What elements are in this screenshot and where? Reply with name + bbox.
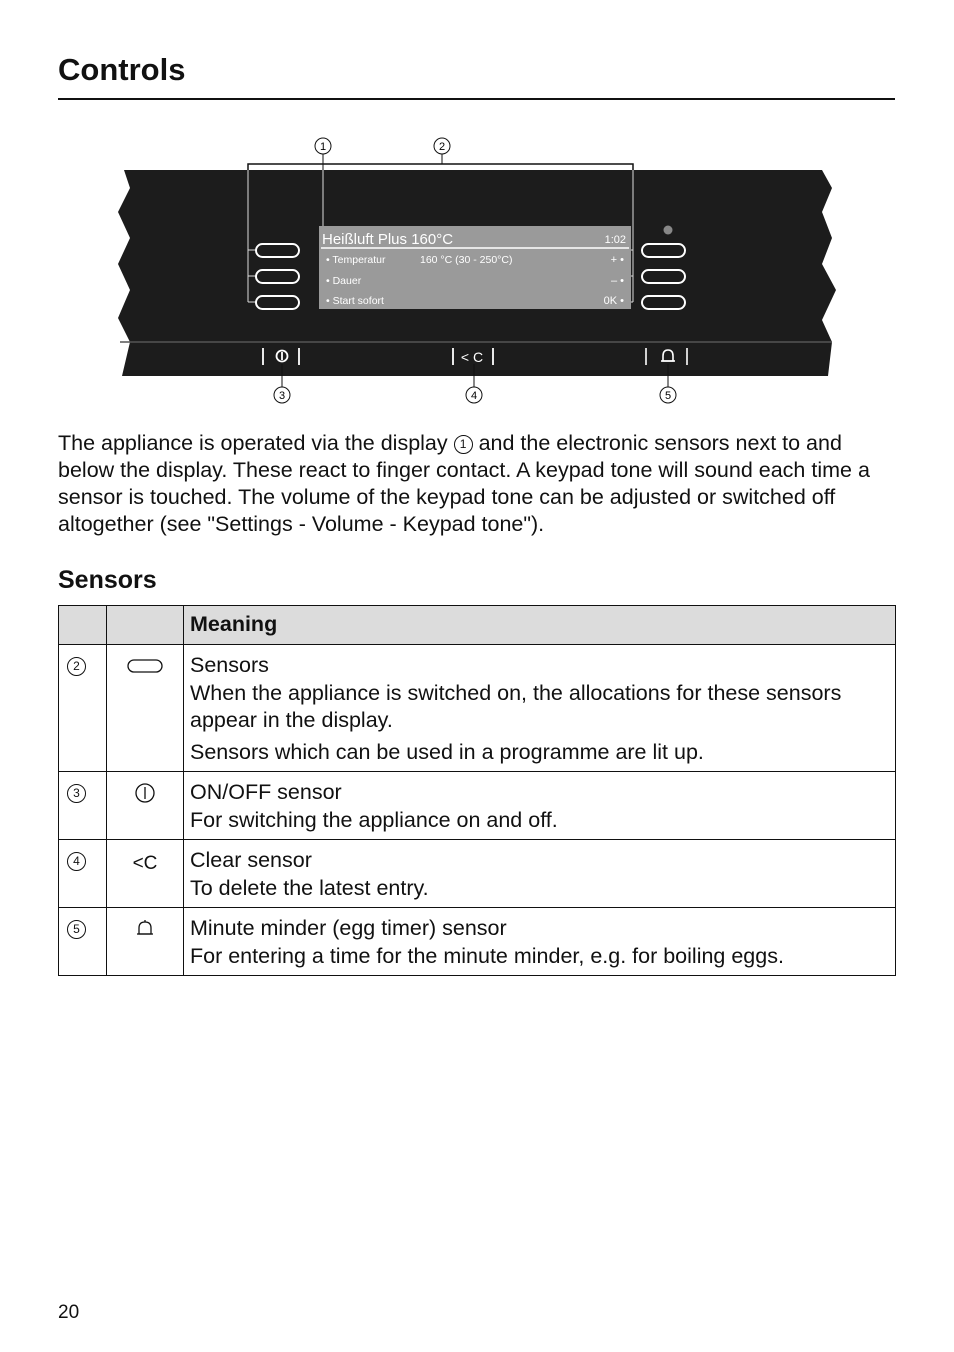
page-title: Controls (58, 52, 186, 87)
svg-text:160 °C (30 - 250°C): 160 °C (30 - 250°C) (420, 254, 513, 266)
svg-text:2: 2 (438, 141, 446, 153)
table-row (59, 645, 896, 772)
callout-5 (660, 387, 676, 403)
svg-text:< C: < C (460, 349, 484, 365)
indicator-light (664, 226, 673, 235)
row-number: 5 (67, 920, 86, 939)
table-header-row (59, 606, 896, 645)
svg-text:• Dauer: • Dauer (326, 275, 362, 287)
svg-text:5: 5 (664, 390, 672, 402)
callout-ref-1: 1 (454, 435, 473, 454)
row-number: 3 (67, 784, 86, 803)
display-screen (319, 226, 631, 309)
row-text: For entering a time for the minute minder, e.g. for boiling eggs. (190, 943, 784, 968)
row-number: 4 (67, 852, 86, 871)
sensor-oval-icon (107, 655, 183, 683)
row-text: For switching the appliance on and off. (190, 807, 558, 832)
clear-icon: <C (132, 853, 158, 874)
table-row (59, 908, 896, 976)
on-off-icon (107, 782, 183, 813)
svg-text:4: 4 (470, 390, 478, 402)
page-number: 20 (58, 1302, 80, 1323)
callout-2 (434, 138, 450, 154)
table-row (59, 840, 896, 908)
callout-3 (274, 387, 290, 403)
svg-text:3: 3 (278, 390, 286, 402)
bell-icon (107, 918, 183, 949)
svg-text:• Temperatur: • Temperatur (326, 254, 386, 266)
row-number: 2 (67, 657, 86, 676)
svg-text:– •: – • (610, 275, 624, 287)
row-title: Clear sensor (190, 848, 312, 872)
column-meaning: Meaning (184, 606, 896, 645)
callout-4 (466, 387, 482, 403)
row-text: When the appliance is switched on, the allocations for these sensors appear in the display. (190, 680, 842, 732)
title-divider (58, 98, 895, 100)
svg-text:+ •: + • (610, 254, 624, 266)
display-title: Heißluft Plus 160°C (322, 231, 454, 248)
callout-1 (315, 138, 331, 154)
row-title: ON/OFF sensor (190, 780, 342, 804)
row-text: To delete the latest entry. (190, 875, 429, 900)
row-title: Minute minder (egg timer) sensor (190, 916, 507, 940)
sensors-table (58, 605, 896, 976)
bracket-top (248, 164, 633, 170)
control-panel-diagram (110, 130, 850, 410)
svg-text:0K •: 0K • (603, 295, 624, 307)
row-text-2: Sensors which can be used in a programme are lit up. (190, 739, 704, 764)
sensors-heading: Sensors (58, 566, 157, 594)
display-time: 1:02 (604, 234, 626, 246)
intro-paragraph: The appliance is operated via the display 1 and the electronic sensors next to and below the display. These react to finger contact. A keypad tone will sound each time a sensor is touched. The volume of the keypad tone can be adjusted or switched off altogether (see "Settings - Volume - Keypad tone"). (58, 431, 870, 536)
svg-text:• Start sofort: • Start sofort (326, 295, 384, 307)
row-title: Sensors (190, 653, 269, 677)
table-row (59, 772, 896, 840)
svg-text:1: 1 (319, 141, 327, 153)
